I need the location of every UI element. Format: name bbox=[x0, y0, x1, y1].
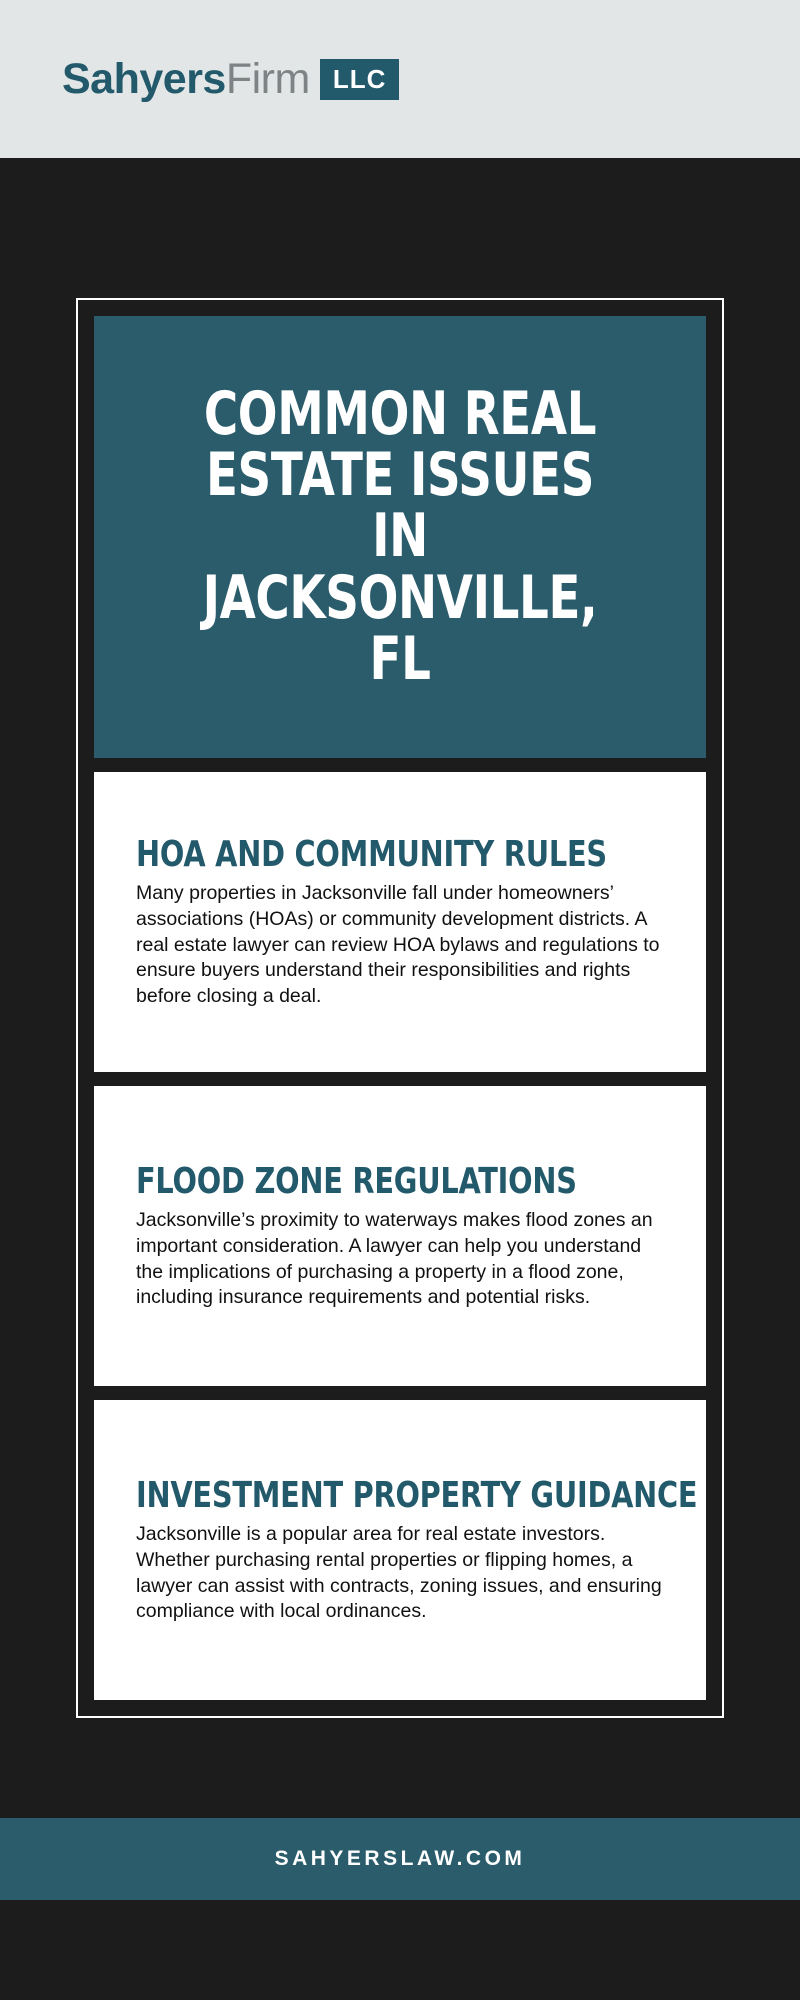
section-card-investment bbox=[94, 1400, 706, 1700]
section-heading: FLOOD ZONE REGULATIONS bbox=[136, 1161, 577, 1203]
logo-secondary-text: Firm bbox=[225, 54, 310, 103]
page-bottom-spacer bbox=[0, 1900, 800, 2000]
section-card-hoa bbox=[94, 772, 706, 1072]
logo-primary-text: Sahyers bbox=[62, 54, 226, 103]
site-header bbox=[0, 0, 800, 158]
poster-title-block bbox=[94, 316, 706, 758]
section-heading: HOA AND COMMUNITY RULES bbox=[136, 834, 607, 876]
section-card-flood-zone bbox=[94, 1086, 706, 1386]
section-body: Jacksonville is a popular area for real estate investors. Whether purchasing rental properties or flipping homes, a lawyer can assist with contracts, zoning issues, and ensuring compliance with local ordinances. bbox=[136, 1523, 662, 1623]
section-heading: INVESTMENT PROPERTY GUIDANCE bbox=[136, 1475, 698, 1517]
poster-area bbox=[0, 158, 800, 1800]
section-body: Jacksonville’s proximity to waterways makes flood zones an important consideration. A lawyer can help you understand the implications of purchasing a property in a flood zone, including insurance requirements and potential risks. bbox=[136, 1209, 653, 1309]
brand-logo[interactable] bbox=[62, 55, 399, 104]
footer-website-link[interactable]: SAHYERSLAW.COM bbox=[274, 1847, 526, 1870]
logo-llc-badge: LLC bbox=[320, 59, 400, 100]
page-title: COMMON REAL ESTATE ISSUES IN JACKSONVILLE, FL bbox=[202, 379, 598, 694]
poster-frame bbox=[76, 298, 724, 1718]
footer-spacer bbox=[0, 1800, 800, 1818]
section-body: Many properties in Jacksonville fall under homeowners’ associations (HOAs) or community development districts. A real estate lawyer can review HOA bylaws and regulations to ensure buyers understand their responsibilities and rights before closing a deal. bbox=[136, 882, 660, 1008]
site-footer bbox=[0, 1818, 800, 1900]
